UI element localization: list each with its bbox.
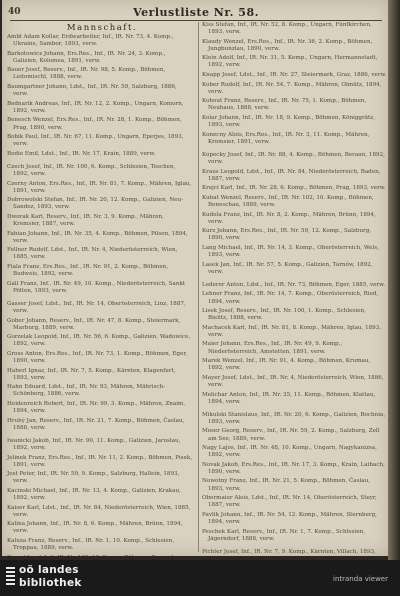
list-entry: Kober Rudolf, Inf., IR. Nr. 54, 7. Komp., Mähren, Olmütz, 1894, verw. (202, 81, 382, 95)
list-entry: Kalina Johann, Inf., IR. Nr. 8, 6. Komp., Mähren, Brünn, 1894, verw. (7, 521, 183, 535)
list-entry: Kacinski Michael, Inf., IR. Nr. 13, 4. Komp., Galizien, Krakau, 1892, verw. (7, 487, 181, 502)
library-name-line2[interactable]: bibliothek (19, 577, 82, 589)
document-page (2, 0, 390, 556)
list-entry: Jost Peter, Inf., IR. Nr. 59, 9. Komp., Salzburg, Hallein, 1893, verw. (7, 471, 180, 485)
book-spine-shadow (388, 0, 400, 560)
list-entry: Lisek Josef, Reserv., Inf., IR. Nr. 100, 1. Komp., Schlesien, Bielitz, 1888, verw. (202, 308, 366, 322)
list-entry: Moser Georg, Reserv., Inf., IR. Nr. 59, 2. Komp., Salzburg, Zell am See, 1889, verw. (202, 428, 380, 442)
list-entry: Dobrowolski Stefan, Inf., IR. Nr. 20, 12. Komp., Galizien, Neu-Sandez, 1893, verw. (7, 197, 183, 211)
list-entry: Kolar Johann, Inf., IR. Nr. 18, 9. Komp., Böhmen, Königgrätz, 1893, verw. (202, 115, 375, 129)
list-entry: Fabian Johann, Inf., IR. Nr. 35, 4. Komp., Böhmen, Pilsen, 1894, verw. (7, 230, 188, 244)
list-entry: Fiala Franz, Ers.Res., Inf., IR. Nr. 91, 2. Komp., Böhmen, Budweis, 1892, verw. (7, 264, 169, 278)
list-entry: Haberl Ignaz, Inf., IR. Nr. 7, 5. Komp., Kärnten, Klagenfurt, 1893, verw. (7, 367, 176, 381)
list-entry: Gall Franz, Inf., IR. Nr. 49, 10. Komp., Niederösterreich, Sankt Pölten, 1893, verw. (7, 280, 186, 294)
list-entry: Klein Adolf, Inf., IR. Nr. 31, 5. Komp., Ungarn, Hermannstadt, 1892, verw. (202, 55, 378, 69)
library-name-line1[interactable]: oö landes (19, 564, 79, 576)
list-entry: Kudela Franz, Inf., IR. Nr. 8, 2. Komp., Mähren, Brünn, 1894, verw. (202, 211, 376, 225)
left-column (7, 34, 192, 556)
list-entry: Bodie Emil, Ldst., Inf., IR. Nr. 17, Krain, 1889, verw. (7, 150, 156, 157)
list-entry: Gober Johann, Reserv., Inf., IR. Nr. 47, 8. Komp., Steiermark, Marburg, 1889, verw. (7, 317, 181, 331)
page-title: Verlustliste Nr. 58. (133, 6, 259, 19)
list-entry: Lasek Jan, Inf., IR. Nr. 57, 5. Komp., Galizien, Tarnów, 1892, verw. (202, 261, 373, 275)
list-entry: Kurz Johann, Ers.Res., Inf., IR. Nr. 59, 12. Komp., Salzburg, 1890, verw. (202, 228, 372, 242)
list-entry: Machacek Karl, Inf., IR. Nr. 81, 8. Komp., Mähren, Iglau, 1893, verw. (202, 324, 382, 338)
list-entry: Benesch Wenzel, Ers.Res., Inf., IR. Nr. 28, 1. Komp., Böhmen, Prag, 1890, verw. (7, 117, 182, 131)
list-entry: Pavlik Johann, Inf., IR. Nr. 54, 12. Komp., Mähren, Sternberg, 1894, verw. (202, 511, 377, 525)
list-entry: Kiss Stefan, Inf., IR. Nr. 52, 8. Komp., Ungarn, Fünfkirchen, 1893, verw. (202, 22, 372, 36)
list-entry: Krejci Karl, Inf., IR. Nr. 28, 6. Komp., Böhmen, Prag, 1893, verw. (202, 185, 386, 192)
list-entry: Gross Anton, Ers.Res., Inf., IR. Nr. 73, 1. Komp., Böhmen, Eger, 1890, verw. (7, 350, 188, 365)
list-entry: Klaudy Wenzel, Ers.Res., Inf., IR. Nr. 36, 2. Komp., Böhmen, Jungbunzlau, 1890, verw. (202, 38, 373, 52)
list-entry: Czerny Anton, Ers.Res., Inf., IR. Nr. 81, 7. Komp., Mähren, Iglau, 1891, verw. (7, 180, 192, 194)
section-heading: Mannschaft. (66, 23, 138, 33)
list-entry: Obermaier Alois, Ldst., Inf., IR. Nr. 14, Oberösterreich, Steyr, 1887, verw. (202, 495, 377, 509)
list-entry: Dworak Karl, Reserv., Inf., IR. Nr. 3, 9. Komp., Mähren, Kremsier, 1887, verw. (7, 213, 164, 228)
list-entry: Ambl Adam Kollar, Erdwarbeiter, Inf., IR. Nr. 73, 4. Komp., Ukraine, Sambor, 1893, verw. (7, 34, 174, 48)
list-entry: Kopecky Josef, Inf., IR. Nr. 88, 4. Komp., Böhmen, Beraun, 1892, verw. (202, 151, 385, 165)
list-entry: Bobik Paul, Inf., IR. Nr. 67, 11. Komp., Ungarn, Eperjes, 1893, verw. (7, 134, 184, 148)
list-entry: Bednarik Andreas, Inf., IR. Nr. 12, 2. Komp., Ungarn, Komorn, 1892, verw. (7, 100, 184, 114)
list-entry: Knapp Josef, Ldst., Inf., IR. Nr. 27, Steiermark, Graz, 1886, verw. (202, 72, 387, 79)
list-entry: Kraus Leopold, Ldst., Inf., IR. Nr. 84, Niederösterreich, Baden, 1887, verw. (202, 168, 381, 182)
library-logo-icon[interactable] (6, 567, 15, 588)
list-entry: Nowotny Franz, Inf., IR. Nr. 21, 5. Komp., Böhmen, Časlau, 1893, verw. (202, 478, 370, 492)
list-entry: Kohout Franz, Reserv., Inf., IR. Nr. 75, 1. Komp., Böhmen, Neuhaus, 1888, verw. (202, 98, 367, 112)
list-entry: Iwanicki Jakob, Inf., IR. Nr. 90, 11. Komp., Galizien, Jaroslau, 1892, verw. (7, 437, 181, 451)
list-entry: Fellner Rudolf, Ldst., Inf., IR. Nr. 4, Niederösterreich, Wien, 1885, verw. (7, 247, 178, 261)
list-entry: Lang Michael, Inf., IR. Nr. 14, 3. Komp., Oberösterreich, Wels, 1893, verw. (202, 244, 379, 259)
list-entry: Mayer Josef, Ldst., Inf., IR. Nr. 4, Niederösterreich, Wien, 1886, verw. (202, 374, 384, 388)
list-entry: Czech Josef, Inf., IR. Nr. 100, 6. Komp., Schlesien, Teschen, 1892, verw. (7, 163, 176, 177)
right-column (202, 22, 387, 556)
list-entry: Pichler Josef, Inf., IR. Nr. 7, 9. Komp., Kärnten, Villach, 1893, (202, 548, 376, 555)
list-entry: Baumgartner Johann, Ldst., Inf., IR. Nr. 59, Salzburg, 1886, verw. (7, 84, 177, 98)
title-rule (10, 20, 382, 21)
list-entry: Marek Wenzel, Inf., IR. Nr. 91, 4. Komp., Böhmen, Krumau, 1892, verw. (202, 358, 371, 372)
list-entry: Peschek Karl, Reserv., Inf., IR. Nr. 1, 7. Komp., Schlesien, Jägerndorf, 1888, verw. (202, 528, 366, 542)
list-entry (7, 555, 192, 556)
list-entry: Lederer Anton, Ldst., Inf., IR. Nr. 73, Böhmen, Eger, 1885, verw. (202, 281, 385, 288)
column-separator (198, 22, 199, 552)
list-entry: Hrubý Jan, Reserv., Inf., IR. Nr. 21, 7. Komp., Böhmen, Časlau, 1888, verw. (7, 417, 185, 431)
list-entry: Heidenreich Robert, Inf., IR. Nr. 99, 3. Komp., Mähren, Znaim, 1894, verw. (7, 401, 186, 415)
list-entry: Novak Jakob, Ers.Res., Inf., IR. Nr. 17, 3. Komp., Krain, Laibach, 1890, verw. (202, 461, 385, 475)
list-entry: Konecny Alois, Ers.Res., Inf., IR. Nr. 3, 11. Komp., Mähren, Kremsier, 1891, verw. (202, 131, 370, 145)
list-entry: Melichar Anton, Inf., IR. Nr. 35, 11. Komp., Böhmen, Klattau, 1894, verw. (202, 391, 376, 405)
list-entry: Mikulski Stanislaus, Inf., IR. Nr. 20, 6. Komp., Galizien, Bochnia, 1893, verw. (202, 411, 386, 425)
list-entry: Bauer Josef, Reserv., Inf., IR. Nr. 98, 5. Komp., Böhmen, Leitomischl, 1888, verw. (7, 67, 166, 81)
list-entry: Gorzelak Leopold, Inf., IR. Nr. 56, 6. Komp., Galizien, Wadowice, 1892, verw. (7, 334, 191, 348)
list-entry: Kubat Wenzel, Reserv., Inf., IR. Nr. 102, 10. Komp., Böhmen, Beneschau, 1889, verw. (202, 194, 374, 208)
viewer-brand[interactable]: intranda viewer (333, 575, 388, 583)
list-entry: Hahn Eduard, Ldst., Inf., IR. Nr. 93, Mähren, Mährisch-Schönberg, 1886, verw. (7, 384, 165, 398)
list-entry: Nagy Lajos, Inf., IR. Nr. 48, 10. Komp., Ungarn, Nagykanizsa, 1892, verw. (202, 445, 377, 459)
list-entry: Barkotowicz Johann, Ers.Res., Inf., IR. Nr. 24, 3. Komp., Galizien, Kolomea, 1891, verw. (7, 50, 166, 64)
list-entry: Jelinek Franz, Ers.Res., Inf., IR. Nr. 11, 2. Komp., Böhmen, Pisek, 1891, verw. (7, 454, 193, 468)
list-entry: Kaluza Franz, Reserv., Inf., IR. Nr. 1, 10. Komp., Schlesien, Troppau, 1889, verw. (7, 538, 175, 552)
list-entry: Lehner Franz, Inf., IR. Nr. 14, 7. Komp., Oberösterreich, Ried, 1894, verw. (202, 291, 379, 305)
list-entry: Kaiser Karl, Ldst., Inf., IR. Nr. 84, Niederösterreich, Wien, 1885, verw. (7, 504, 191, 518)
list-entry: Maier Johann, Ers.Res., Inf., IR. Nr. 49, 9. Komp., Niederösterreich, Amstetten, 1891, verw. (202, 341, 343, 355)
list-entry: Gasser Josef, Ldst., Inf., IR. Nr. 14, Oberösterreich, Linz, 1887, verw. (7, 300, 186, 314)
page-number: 40 (8, 7, 21, 17)
